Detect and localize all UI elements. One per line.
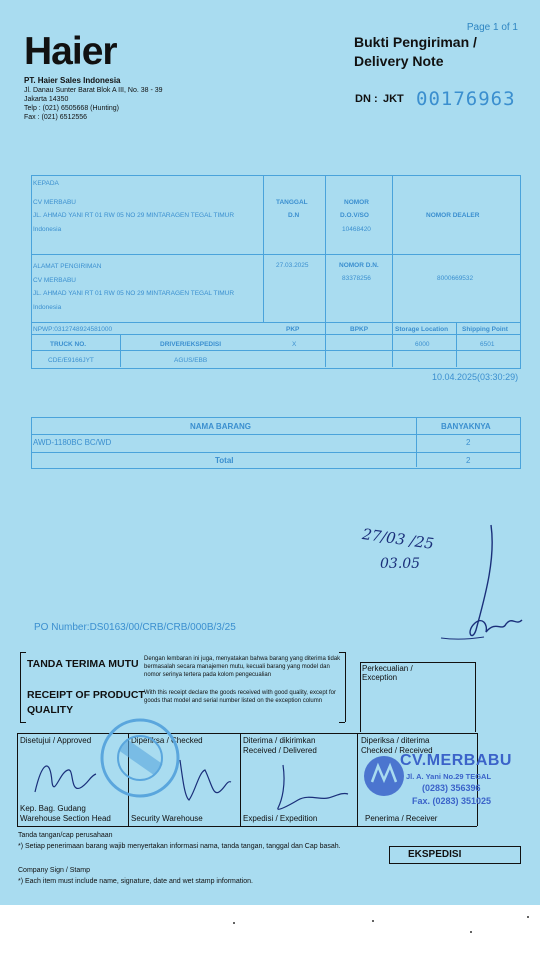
stamp-phone: (0283) 356396 [422, 783, 481, 793]
recipient-address: JL. AHMAD YANI RT 01 RW 05 NO 29 MINTARAGEN TEGAL TIMUR [33, 212, 235, 219]
total-value: 2 [466, 456, 471, 465]
npwp: NPWP:0312748924581000 [33, 326, 113, 333]
col-nama-barang: NAMA BARANG [190, 422, 252, 431]
scan-speck [527, 916, 529, 918]
receiver-role: Penerima / Receiver [365, 814, 438, 823]
col-banyaknya: BANYAKNYA [441, 422, 491, 431]
address-line-2: Jakarta 14350 [24, 96, 69, 103]
approved-role-2: Warehouse Section Head [20, 814, 111, 823]
exception-label-1: Perkecualian / [362, 664, 413, 673]
approved-label: Disetujui / Approved [20, 736, 92, 745]
scan-speck [470, 931, 472, 933]
nomor-dealer-label: NOMOR DEALER [426, 212, 480, 219]
storage-value: 6000 [415, 341, 430, 348]
scan-speck [233, 922, 235, 924]
warehouse-stamp [95, 708, 185, 808]
stamp-fax: Fax. (0283) 351025 [412, 796, 492, 806]
company-name: PT. Haier Sales Indonesia [24, 76, 121, 85]
shipping-address: JL. AHMAD YANI RT 01 RW 05 NO 29 MINTARAGEN TEGAL TIMUR [33, 290, 235, 297]
delivered-signature [258, 760, 353, 815]
doc-title-line-2: Delivery Note [354, 53, 444, 69]
nomor-do-value: 10468420 [342, 226, 371, 233]
ekspedisi-label: EKSPEDISI [408, 849, 462, 860]
shipping-label: ALAMAT PENGIRIMAN [33, 263, 102, 270]
checked-label: Diperiksa / Checked [131, 736, 203, 745]
stamp-address: Jl. A. Yani No.29 TEGAL [406, 772, 492, 781]
nomor-label: NOMOR [344, 199, 369, 206]
checked-role: Security Warehouse [131, 814, 203, 823]
truck-label: TRUCK NO. [50, 341, 87, 348]
nomor-dn-label: NOMOR D.N. [339, 262, 379, 269]
note-en: *) Each item must include name, signature, date and wet stamp information. [18, 878, 254, 885]
doc-title-line-1: Bukti Pengiriman / [354, 34, 477, 50]
stamp-name: CV.MERBABU [400, 752, 512, 769]
shipping-name: CV MERBABU [33, 277, 76, 284]
dn-label: DN [355, 93, 371, 105]
shipping-point-label: Shipping Point [462, 326, 508, 333]
item-name: AWD-1180BC BC/WD [33, 438, 112, 447]
storage-location-label: Storage Location [395, 326, 449, 333]
approved-signature [30, 752, 100, 802]
driver-value: AGUS/EBB [174, 357, 208, 364]
dn-number: 00176963 [416, 88, 516, 110]
recipient-label: KEPADA [33, 180, 59, 187]
shipping-date: 27.03.2025 [276, 262, 309, 269]
shipping-country: Indonesia [33, 304, 62, 311]
exception-label-2: Exception [362, 673, 398, 682]
company-sign-label: Tanda tangan/cap perusahaan [18, 832, 113, 839]
truck-value: CDE/E9166JYT [48, 357, 94, 364]
address-line-1: Jl. Danau Sunter Barat Blok A III, No. 38 - 39 [24, 87, 163, 94]
received-check-label-2: Checked / Received [361, 746, 433, 755]
received-check-label-1: Diperiksa / diterima [361, 736, 430, 745]
recipient-country: Indonesia [33, 226, 62, 233]
delivered-label-1: Diterima / dikirimkan [243, 736, 316, 745]
handwritten-note: 03.05 [380, 556, 421, 572]
nomor-dn-value: 83378256 [342, 275, 371, 282]
receipt-title-en-1: RECEIPT OF PRODUCT [27, 689, 145, 701]
dealer-number: 8000669532 [437, 275, 474, 282]
tanggal-label: TANGGAL [276, 199, 308, 206]
note-id: *) Setiap penerimaan barang wajib menyertakan informasi nama, tanda tangan, tanggal dan Cap basah. [18, 843, 341, 850]
checked-signature [175, 752, 235, 807]
receipt-title-id: TANDA TERIMA MUTU [27, 658, 139, 670]
po-number: PO Number:DS0163/00/CRB/CRB/000B/3/25 [34, 622, 236, 633]
dn-prefix: JKT [383, 93, 404, 105]
pkp-value: X [292, 341, 297, 348]
shipping-point-value: 6501 [480, 341, 495, 348]
telephone: Telp : (021) 6505668 (Hunting) [24, 105, 119, 112]
company-sign-en: Company Sign / Stamp [18, 867, 90, 874]
receipt-text-en: With this receipt declare the goods received with good quality, except for goods that model and serial number listed on the exception column [144, 690, 336, 704]
recipient-name: CV MERBABU [33, 199, 76, 206]
delivered-label-2: Received / Delivered [243, 746, 317, 755]
total-label: Total [215, 456, 234, 465]
nomor-do-so: D.O.V/SO [340, 212, 369, 219]
receipt-text-id: Dengan lembaran ini juga, menyatakan bahwa barang yang diterima tidak bermasalah secara manajemen mutu, kecuali barang yang model dan nomor serinya tertera pada kolom pengecualian [144, 656, 341, 678]
delivered-role: Expedisi / Expedition [243, 814, 318, 823]
tanggal-dn: D.N [288, 212, 300, 219]
handwritten-signature [436, 520, 526, 650]
item-qty: 2 [466, 438, 471, 447]
page-label: Page 1 of 1 [466, 22, 518, 33]
handwritten-date: 27/03 /25 [361, 525, 436, 553]
pkp-label: PKP [286, 326, 300, 333]
receipt-title-en-2: QUALITY [27, 704, 74, 716]
bpkp-label: BPKP [350, 326, 369, 333]
print-timestamp: 10.04.2025(03:30:29) [432, 372, 519, 382]
scan-speck [372, 920, 374, 922]
dn-separator: : [374, 93, 378, 105]
fax: Fax : (021) 6512556 [24, 114, 88, 121]
approved-role-1: Kep. Bag. Gudang [20, 804, 86, 813]
driver-label: DRIVER/EKSPEDISI [160, 341, 222, 348]
haier-logo: Haier [24, 30, 117, 73]
